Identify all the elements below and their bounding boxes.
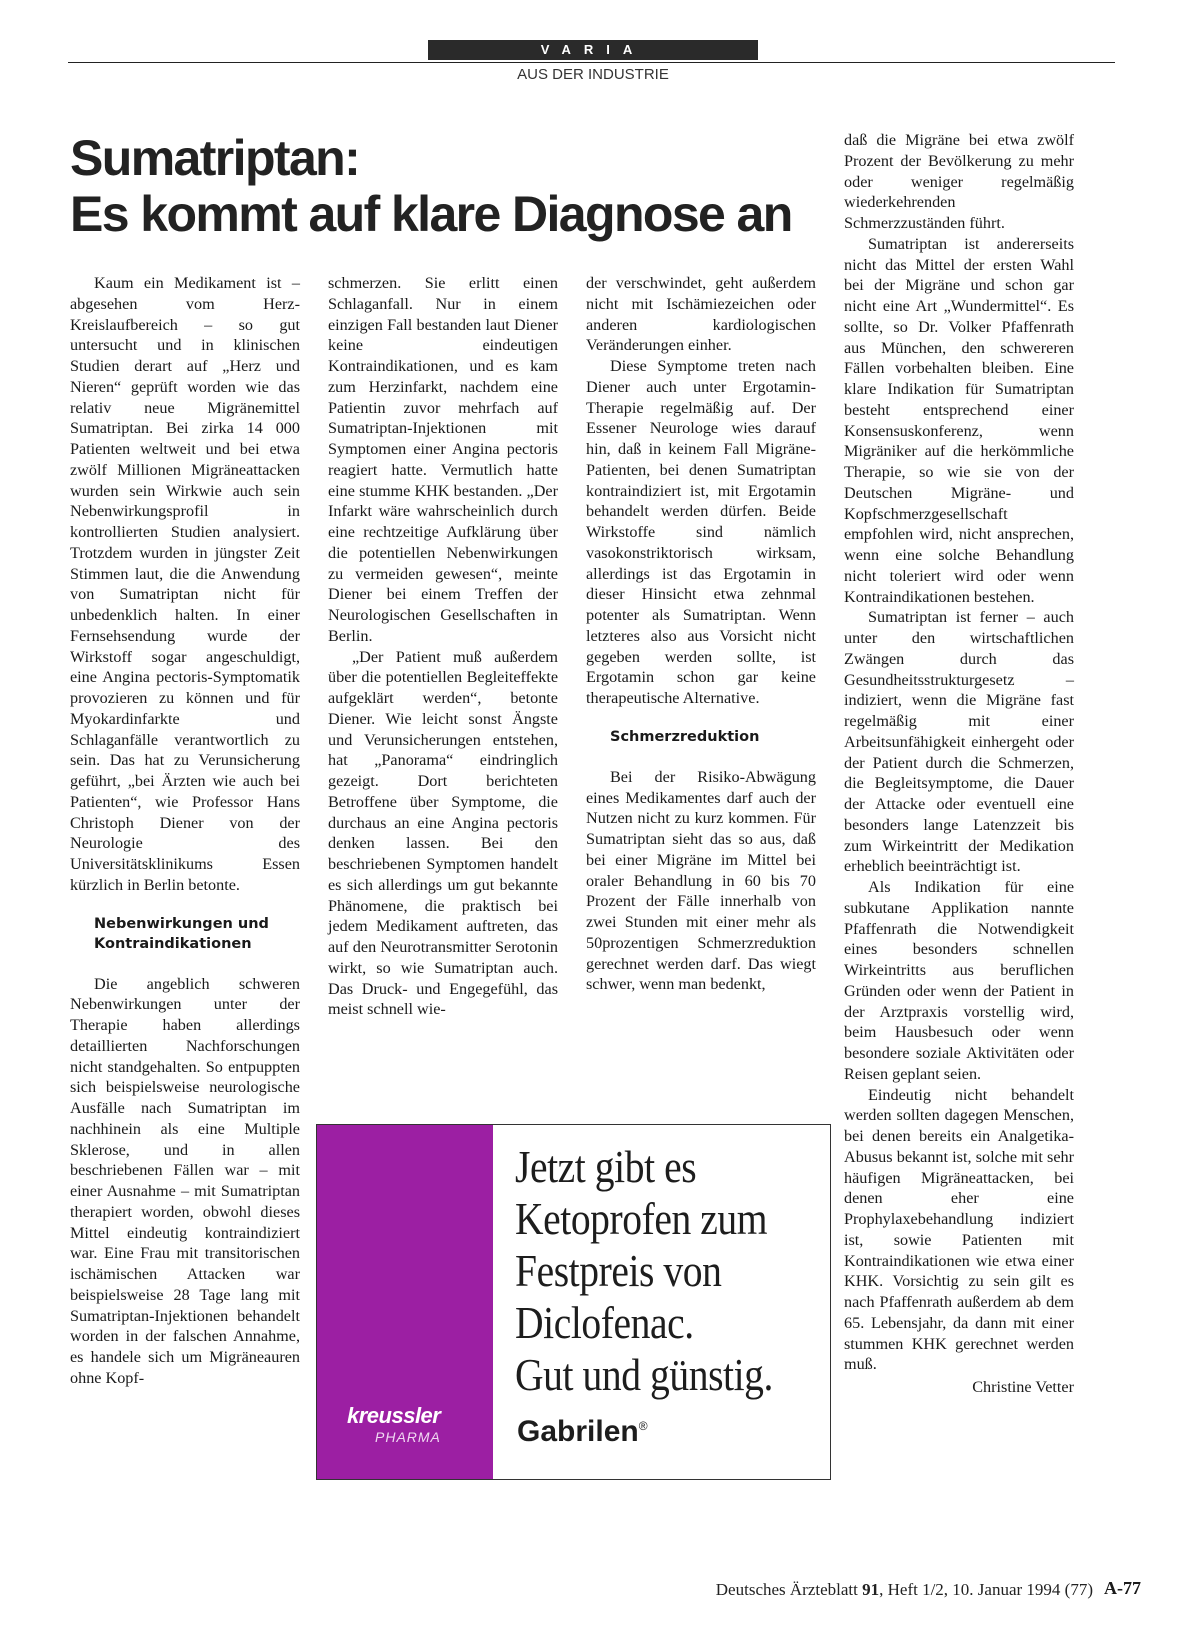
paragraph: Diese Symptome treten nach Diener auch unter Ergotamin-Therapie regelmäßig auf. Der Essener Neurologe wies darauf hin, daß in keinem Fall Migräne-Patienten, bei denen Sumatriptan kontraindiziert ist, mit Ergotamin behandelt werden dürfen. Beide Wirkstoffe sind nämlich vasokonstriktorisch wirksam, allerdings ist das Ergotamin in dieser Hinsicht etwa zehnmal potenter als Sumatriptan. Wenn letzteres also aus Vorsicht nicht gegeben werden sollte, ist Ergotamin schon gar keine therapeutische Alternative. [586, 357, 816, 707]
page-footer [716, 1580, 1093, 1600]
subheading-pain-reduction: Schmerzreduktion [610, 728, 760, 745]
ad-headline-line: Festpreis von [515, 1245, 722, 1296]
paragraph: Sumatriptan ist ferner – auch unter den wirtschaftlichen Zwängen durch das Gesundheitsstrukturgesetz – indiziert, wenn die Migräne fast regelmäßig mit einer Arbeitsunfähigkeit einhergeht oder der Patient durch die Schmerzen, die Begleitsymptome, die Dauer der Attacke oder eventuell eine besonders lange Latenzzeit bis zum Wirkeintritt der Medikation erheblich beeinträchtigt ist. [844, 608, 1074, 876]
issue-info: , Heft 1/2, 10. Januar 1994 (77) [879, 1580, 1093, 1599]
paragraph: Bei der Risiko-Abwägung eines Medikamentes darf auch der Nutzen nicht zu kurz kommen. Für Sumatriptan sieht das so aus, daß bei einer Migräne im Mittel bei oraler Behandlung in 60 bis 70 Prozent der Fälle innerhalb von zwei Stunden mit einer mehr als 50prozentigen Schmerzreduktion gerechnet werden darf. Das wiegt schwer, wenn man bedenkt, [586, 767, 816, 994]
publication-name: Deutsches Ärzteblatt [715, 1580, 858, 1599]
ad-headline-line: Diclofenac. [515, 1297, 694, 1348]
ad-color-panel [317, 1125, 493, 1479]
article-column-2 [328, 273, 558, 1020]
author-byline: Christine Vetter [972, 1378, 1074, 1396]
paragraph: daß die Migräne bei etwa zwölf Prozent der Bevölkerung zu mehr oder weniger regelmäßig wiederkehrenden Schmerzzuständen führt. [844, 131, 1074, 232]
product-brand [517, 1415, 648, 1449]
paragraph: Eindeutig nicht behandelt werden sollten dagegen Menschen, bei denen bereits ein Analgetika-Abusus bekannt ist, solche mit sehr häufigen Migräneattacken, bei denen eher eine Prophylaxebehandlung indiziert ist, sowie Patienten mit Kontraindikationen wie etwa einer KHK. Vorsichtig zu sein gilt es nach Pfaffenrath außerdem ab dem 65. Lebensjahr, da dann mit einer stummen KHK gerechnet werden muß. [844, 1085, 1074, 1374]
paragraph: Sumatriptan ist andererseits nicht das Mittel der ersten Wahl bei der Migräne und schon gar nicht eine Art „Wundermittel“. Es sollte, so Dr. Volker Pfaffenrath aus München, den schwereren Fällen vorbehalten bleiben. Eine klare Indikation für Sumatriptan besteht entsprechend einer Konsensuskonferenz, wenn Migräniker auf die herkömmliche Therapie, so wie sie von der Deutschen Migräne- und Kopfschmerzgesellschaft empfohlen wird, nicht ansprechen, wenn eine solche Behandlung nicht toleriert wird oder wenn Kontraindikationen bestehen. [844, 234, 1074, 606]
title-line-2: Es kommt auf klare Diagnose an [70, 186, 792, 242]
ad-headline-line: Gut und günstig. [515, 1349, 773, 1400]
title-line-1: Sumatriptan: [70, 130, 360, 186]
page-number: A-77 [1104, 1578, 1141, 1598]
paragraph: schmerzen. Sie erlitt einen Schlaganfall. Nur in einem einzigen Fall bestanden laut Diener keine eindeutigen Kontraindikationen, und es kam zum Herzinfarkt, nachdem eine Patientin zuvor mehrfach auf Sumatriptan-Injektionen mit Symptomen einer Angina pectoris reagiert hatte. Vermutlich hatte eine stumme KHK bestanden. „Der Infarkt wäre wahrscheinlich durch eine rechtzeitige Aufklärung über die potentiellen Nebenwirkungen zu vermeiden gewesen“, meinte Diener bei einem Treffen der Neurologischen Gesellschaften in Berlin. [328, 274, 558, 645]
brand-name: Gabrilen [517, 1415, 639, 1448]
subheading-side-effects: Nebenwirkungen und Kontraindikationen [94, 915, 269, 952]
article-column-3 [586, 273, 816, 995]
paragraph: Als Indikation für eine subkutane Applikation nannte Pfaffenrath die Notwendigkeit eines besonders schnellen Wirkeintritts aus beruflichen Gründen oder wenn der Patient in der Arztpraxis vorstellig wird, beim Hausbesuch oder wenn besondere soziale Aktivitäten oder Reisen geplant seien. [844, 878, 1074, 1083]
company-logo-subtitle: PHARMA [375, 1429, 441, 1445]
paragraph: „Der Patient muß außerdem über die potentiellen Begleiteffekte aufgeklärt werden“, betonte Diener. Wie leicht sonst Ängste und Verunsicherungen entstehen, hat „Panorama“ eindringlich gezeigt. Dort berichteten Betroffene über Symptome, die durchaus an eine Angina pectoris denken lassen. Bei den beschriebenen Symptomen handelt es sich allerdings um gut bekannte Phänomene, die praktisch bei jedem Medikament auftreten, das auf den Neurotransmitter Serotonin wirkt, so wie Sumatriptan auch. Das Druck- und Engegefühl, das meist schnell wie- [328, 647, 558, 1019]
article-column-4 [844, 130, 1074, 1398]
volume-number: 91 [862, 1580, 880, 1599]
subsection-label: AUS DER INDUSTRIE [517, 66, 669, 83]
header-rule [68, 62, 1115, 63]
company-logo: kreussler [347, 1403, 441, 1428]
article-column-1 [70, 273, 300, 1389]
paragraph: Die angeblich schweren Nebenwirkungen unter der Therapie haben allerdings detaillierten Nachforschungen nicht standgehalten. So entpuppten sich beispielsweise neurologische Ausfälle nach Sumatriptan im nachhinein als eine Multiple Sklerose, und in allen beschriebenen Fällen war – mit einer Ausnahme – mit Sumatriptan therapiert worden, obwohl dieses Mittel eindeutig kontraindiziert war. Eine Frau mit transitorischen ischämischen Attacken war beispielsweise 28 Tage lang mit Sumatriptan-Injektionen behandelt worden in der falschen Annahme, es handele sich um Migräneauren ohne Kopf- [70, 974, 300, 1387]
ad-headline-line: Ketoprofen zum [515, 1193, 768, 1244]
paragraph: der verschwindet, geht außerdem nicht mit Ischämiezeichen oder anderen kardiologischen Veränderungen einher. [586, 274, 816, 355]
paragraph: Kaum ein Medikament ist – abgesehen vom Herz-Kreislaufbereich – so gut untersucht und in klinischen Studien derart auf „Herz und Nieren“ geprüft worden wie das relativ neue Migränemittel Sumatriptan. Bei zirka 14 000 Patienten weltweit und bei etwa zwölf Millionen Migräneattacken wurden sein Wirkwie auch sein Nebenwirkungsprofil in kontrollierten Studien analysiert. Trotzdem wurden in jüngster Zeit Stimmen laut, die die Anwendung von Sumatriptan nicht für unbedenklich halten. In einer Fernsehsendung wurde der Wirkstoff sogar angeschuldigt, eine Angina pectoris-Symptomatik provozieren zu können und für Myokardinfarkte und Schlaganfälle verantwortlich zu sein. Das hat zu Verunsicherung geführt, „bei Ärzten wie auch bei Patienten“, wie Professor Hans Christoph Diener von der Neurologie des Universitätsklinikums Essen kürzlich in Berlin betonte. [70, 274, 300, 894]
registered-mark: ® [638, 1419, 648, 1433]
ad-headline-line: Jetzt gibt es [515, 1141, 697, 1192]
section-banner: VARIA [428, 40, 758, 60]
advertisement [316, 1124, 831, 1480]
article-title [70, 130, 860, 242]
ad-headline [515, 1141, 782, 1401]
